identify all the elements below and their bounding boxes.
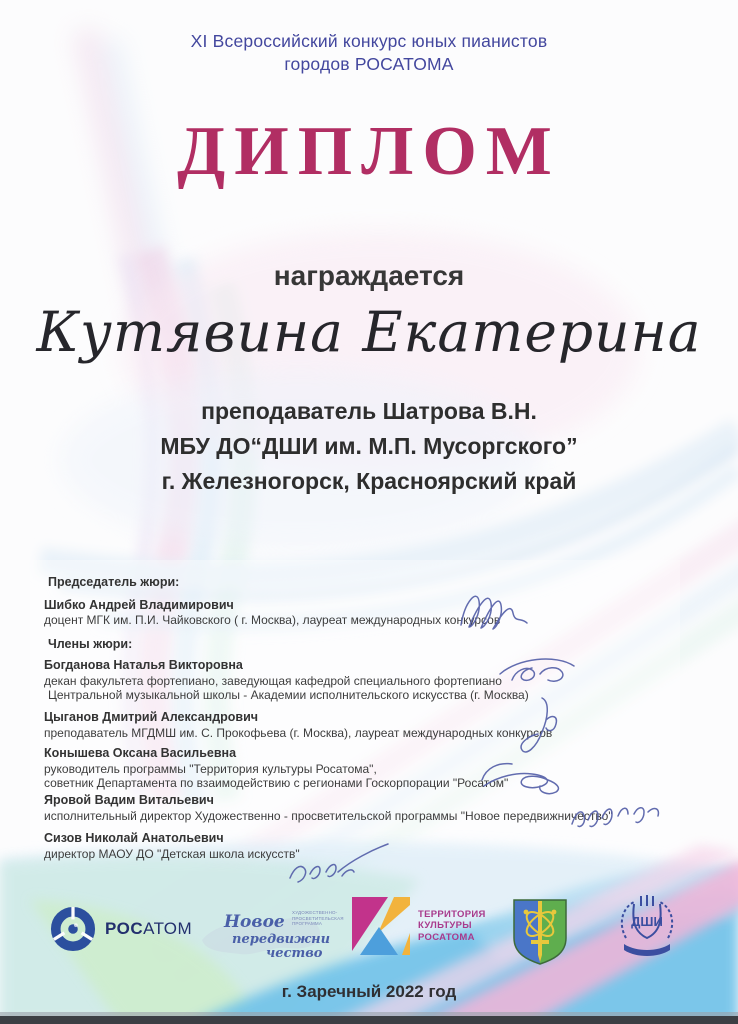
np-line1: Новое <box>224 912 285 932</box>
territory-text: ТЕРРИТОРИЯ КУЛЬТУРЫ РОСАТОМА <box>418 908 486 943</box>
dshi-school-logo <box>616 894 678 965</box>
np-program-caption: ХУДОЖЕСТВЕННО- ПРОСВЕТИТЕЛЬСКАЯ ПРОГРАММА <box>292 910 344 926</box>
diploma-title: ДИПЛОМ <box>177 113 561 190</box>
jury-member-name: Конышева Оксана Васильевна <box>44 746 237 760</box>
jury-member-name: Яровой Вадим Витальевич <box>44 793 214 807</box>
jury-member-desc: руководитель программы "Территория культуры Росатома", <box>44 762 377 776</box>
footer-place-year: г. Заречный 2022 год <box>281 982 457 1001</box>
jury-member-name: Цыганов Дмитрий Александрович <box>44 710 259 724</box>
jury-member-desc: преподаватель МГДМШ им. С. Прокофьева (г. Москва), лауреат международных конкурсов <box>44 726 553 740</box>
signature-shibko <box>455 583 535 638</box>
recipient-name: Кутявина Екатерина <box>36 300 702 364</box>
np-line3: чество <box>266 946 323 961</box>
jury-member-name: Богданова Наталья Викторовна <box>44 658 243 672</box>
jury-member-desc: советник Департамента по взаимодействию с регионами Госкорпорации "Росатом" <box>44 776 509 790</box>
competition-header-line2: городов РОСАТОМА <box>284 54 454 74</box>
jury-member-desc: директор МАОУ ДО "Детская школа искусств" <box>44 847 300 861</box>
signature-yarovoy <box>568 798 663 834</box>
awarded-label: награждается <box>273 260 465 291</box>
jury-chairman-label: Председатель жюри: <box>48 575 180 589</box>
jury-members-label: Члены жюри: <box>48 637 133 651</box>
territory-icon <box>352 897 410 955</box>
recipient-school: МБУ ДО“ДШИ им. М.П. Мусоргского” <box>160 433 578 459</box>
territory-of-culture-logo <box>352 897 486 955</box>
np-line2: передвижни <box>232 932 331 947</box>
dshi-letters: ДШИ <box>631 914 663 929</box>
rosatom-wordmark <box>105 919 192 939</box>
jury-member-desc: исполнительный директор Художественно - просветительской программы "Новое передвижничество" <box>44 809 613 823</box>
jury-member-desc: декан факультета фортепиано, заведующая кафедрой специального фортепиано <box>44 674 502 688</box>
jury-chairman-desc: доцент МГК им. П.И. Чайковского ( г. Москва), лауреат международных конкурсов <box>44 613 501 627</box>
signature-sizov <box>282 840 392 890</box>
competition-header-line1: XI Всероссийский конкурс юных пианистов <box>190 31 548 51</box>
jury-chairman-name: Шибко Андрей Владимирович <box>44 598 234 612</box>
zarechny-coat-of-arms-icon <box>512 898 568 966</box>
recipient-city: г. Железногорск, Красноярский край <box>161 468 577 494</box>
signature-bogdanova <box>498 648 578 696</box>
dshi-lyre-icon <box>616 894 678 960</box>
rosatom-logo <box>50 906 192 952</box>
rosatom-icon <box>50 906 96 952</box>
rosatom-wordmark-rest: АТОМ <box>143 919 193 938</box>
signature-konysheva <box>478 752 568 802</box>
jury-member-desc: Центральной музыкальной школы - Академии исполнительского искусства (г. Москва) <box>48 688 529 702</box>
jury-member-name: Сизов Николай Анатольевич <box>44 831 224 845</box>
recipient-teacher: преподаватель Шатрова В.Н. <box>201 398 537 424</box>
rosatom-wordmark-bold: РОС <box>105 919 144 938</box>
competition-header <box>0 30 738 76</box>
novoe-peredvizhnichestvo-logo <box>196 904 344 974</box>
zarechny-coat-of-arms <box>512 898 568 971</box>
